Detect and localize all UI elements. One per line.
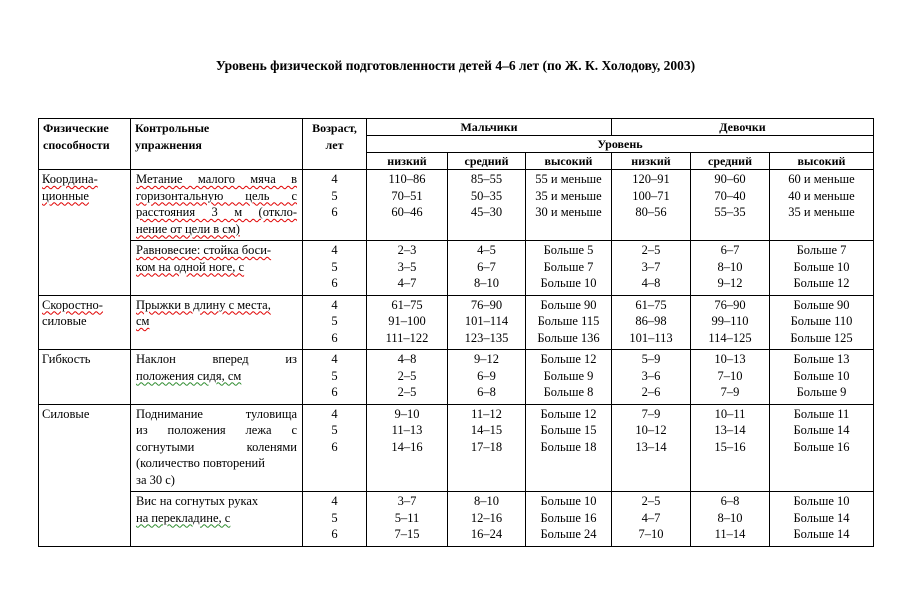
ability-cell	[39, 350, 131, 405]
value-cell	[448, 350, 526, 405]
text-line: 80–56	[635, 205, 667, 219]
age-cell	[303, 170, 367, 241]
text-line: 111–122	[385, 330, 429, 345]
age-cell	[303, 404, 367, 492]
text-line: Больше 13	[793, 352, 850, 366]
text-line: 9–12	[474, 352, 499, 366]
text-line: 5–9	[641, 352, 661, 366]
value-cell	[526, 492, 612, 547]
age-cell	[303, 295, 367, 350]
text-line: Больше 90	[793, 297, 850, 312]
text-line: (количество повторений	[136, 456, 265, 470]
text-line: 55 и меньше	[535, 172, 602, 186]
header-boys: Мальчики	[367, 119, 612, 136]
text-line: 99–110	[711, 314, 749, 328]
header-level-mid-boys: средний	[448, 153, 526, 170]
table-row	[39, 170, 874, 241]
text-line: см	[136, 314, 150, 328]
exercise-cell	[131, 350, 303, 405]
header-level-mid-girls: средний	[691, 153, 770, 170]
value-cell	[526, 170, 612, 241]
text-line: Больше 9	[543, 368, 594, 383]
value-cell	[612, 170, 691, 241]
text-line: за 30 с)	[136, 472, 175, 487]
value-cell	[448, 170, 526, 241]
text-line: 11–13	[391, 423, 423, 437]
value-cell	[770, 170, 874, 241]
text-line: 5	[331, 423, 338, 437]
header-line: Физические	[43, 121, 109, 135]
text-line: Больше 12	[540, 352, 597, 366]
text-line: 5	[331, 188, 338, 203]
exercise-cell	[131, 404, 303, 492]
text-line: 4	[331, 243, 338, 257]
ability-cell	[39, 404, 131, 546]
text-line: 30 и меньше	[535, 205, 602, 219]
text-line: 9–12	[717, 276, 743, 290]
text-line: Больше 14	[793, 423, 850, 437]
text-line: 5	[331, 510, 338, 525]
table-row	[39, 241, 874, 296]
text-line: 101–113	[629, 330, 673, 345]
text-line: 6–9	[477, 368, 496, 383]
text-line: Равновесие: стойка боси-	[136, 243, 272, 257]
text-line: 5	[331, 259, 338, 274]
text-line: 2–6	[641, 385, 661, 399]
text-line: 10–11	[714, 406, 746, 421]
header-line: упражнения	[135, 137, 202, 152]
value-cell	[770, 492, 874, 547]
text-line: 8–10	[474, 494, 499, 508]
text-line: 7–10	[638, 527, 664, 541]
value-cell	[526, 350, 612, 405]
text-line: 3–5	[397, 259, 417, 274]
text-line: 8–10	[474, 276, 499, 290]
text-line: Метание малого мяча в	[136, 172, 297, 186]
value-cell	[612, 295, 691, 350]
header-level-high-girls: высокий	[770, 153, 874, 170]
text-line: 17–18	[470, 439, 503, 454]
text-line: 6–7	[720, 243, 740, 257]
exercise-cell	[131, 170, 303, 241]
text-line: 4	[331, 297, 338, 312]
text-line: Вис на согнутых руках	[136, 494, 259, 508]
text-line: расстояния 3 м (откло-	[136, 205, 297, 219]
text-line: Гибкость	[42, 352, 91, 366]
text-line: силовые	[42, 314, 87, 328]
text-line: 60 и меньше	[788, 172, 855, 186]
text-line: 10–13	[714, 352, 746, 366]
text-line: 45–30	[470, 205, 503, 219]
text-line: 16–24	[470, 527, 503, 541]
text-line: Больше 11	[793, 406, 850, 421]
page-title: Уровень физической подготовленности детей 4–6 лет (по Ж. К. Холодову, 2003)	[215, 58, 696, 73]
header-exercises	[131, 119, 303, 170]
text-line: 5	[331, 368, 338, 383]
header-level: Уровень	[367, 136, 874, 153]
ability-cell	[39, 170, 131, 296]
text-line: 120–91	[632, 172, 670, 186]
text-line: 4–7	[641, 510, 661, 525]
text-line: 6	[331, 527, 338, 541]
text-line: Больше 90	[540, 297, 597, 312]
text-line: 6	[331, 439, 338, 454]
text-line: 76–90	[714, 297, 746, 312]
text-line: 3–7	[397, 494, 417, 508]
header-level-low-boys: низкий	[367, 153, 448, 170]
text-line: 4–5	[477, 243, 496, 257]
text-line: 4–7	[397, 276, 417, 290]
text-line: 9–10	[394, 406, 420, 421]
text-line: 11–12	[471, 406, 502, 421]
text-line: 6–8	[477, 385, 496, 399]
text-line: Больше 10	[793, 494, 850, 508]
header-line: способности	[43, 137, 110, 152]
text-line: 6	[331, 385, 338, 399]
value-cell	[691, 241, 770, 296]
text-line: 61–75	[635, 297, 667, 312]
value-cell	[691, 295, 770, 350]
text-line: Больше 16	[540, 510, 597, 525]
text-line: 4	[331, 406, 338, 421]
header-age	[303, 119, 367, 170]
text-line: 2–3	[397, 243, 417, 257]
table-header	[39, 119, 874, 170]
text-line: Больше 7	[543, 259, 594, 274]
text-line: 123–135	[464, 330, 509, 345]
text-line: 6	[331, 330, 338, 345]
value-cell	[612, 404, 691, 492]
exercise-cell	[131, 492, 303, 547]
text-line: 6	[331, 205, 338, 219]
value-cell	[526, 295, 612, 350]
text-line: 40 и меньше	[788, 188, 855, 203]
text-line: Больше 15	[540, 423, 597, 437]
text-line: 2–5	[397, 385, 417, 399]
text-line: Больше 125	[790, 330, 853, 345]
table-row	[39, 404, 874, 492]
text-line: Наклон вперед из	[136, 352, 297, 366]
text-line: 11–14	[714, 527, 746, 541]
value-cell	[691, 404, 770, 492]
text-line: 114–125	[708, 330, 752, 345]
value-cell	[367, 492, 448, 547]
table-row	[39, 350, 874, 405]
text-line: горизонтальную цель с	[136, 188, 297, 203]
header-level-high-boys: высокий	[526, 153, 612, 170]
text-line: нение от цели в см)	[136, 221, 240, 236]
text-line: 90–60	[714, 172, 746, 186]
age-cell	[303, 241, 367, 296]
text-line: 6–7	[477, 259, 496, 274]
table-body	[39, 170, 874, 547]
text-line: положения сидя, см	[136, 368, 242, 383]
value-cell	[691, 350, 770, 405]
text-line: Больше 115	[537, 314, 600, 328]
header-line: лет	[325, 137, 344, 152]
text-line: 101–114	[464, 314, 509, 328]
value-cell	[448, 241, 526, 296]
header-line: Контрольные	[135, 121, 210, 135]
text-line: 4–8	[397, 352, 417, 366]
text-line: Больше 9	[796, 385, 847, 399]
text-line: 7–10	[717, 368, 743, 383]
text-line: 35 и меньше	[788, 205, 855, 219]
text-line: из положения лежа с	[136, 423, 297, 437]
text-line: 5	[331, 314, 338, 328]
text-line: 110–86	[388, 172, 426, 186]
text-line: 14–15	[470, 423, 503, 437]
text-line: 12–16	[470, 510, 503, 525]
header-girls: Девочки	[612, 119, 874, 136]
text-line: 13–14	[635, 439, 667, 454]
header-ability	[39, 119, 131, 170]
value-cell	[448, 492, 526, 547]
text-line: 3–6	[641, 368, 661, 383]
text-line: Больше 12	[793, 276, 850, 290]
text-line: 14–16	[391, 439, 423, 454]
text-line: 7–9	[641, 406, 661, 421]
value-cell	[448, 295, 526, 350]
text-line: 76–90	[470, 297, 503, 312]
text-line: 15–16	[714, 439, 746, 454]
text-line: 4	[331, 494, 338, 508]
text-line: 8–10	[717, 510, 743, 525]
value-cell	[367, 295, 448, 350]
text-line: Больше 14	[793, 527, 850, 541]
value-cell	[770, 295, 874, 350]
value-cell	[367, 404, 448, 492]
text-line: 61–75	[391, 297, 423, 312]
text-line: Больше 7	[796, 243, 847, 257]
text-line: Скоростно-	[42, 297, 103, 312]
text-line: 2–5	[641, 494, 661, 508]
exercise-cell	[131, 241, 303, 296]
text-line: 6–8	[720, 494, 740, 508]
age-cell	[303, 492, 367, 547]
text-line: 7–15	[394, 527, 420, 541]
value-cell	[691, 170, 770, 241]
value-cell	[612, 492, 691, 547]
text-line: 2–5	[397, 368, 417, 383]
text-line: 70–51	[391, 188, 423, 203]
text-line: 6	[331, 276, 338, 290]
text-line: 100–71	[632, 188, 670, 203]
text-line: 4	[331, 352, 338, 366]
header-row-1	[39, 119, 874, 136]
text-line: 10–12	[635, 423, 667, 437]
header-line: Возраст,	[312, 121, 357, 135]
text-line: ком на одной ноге, с	[136, 259, 245, 274]
value-cell	[612, 241, 691, 296]
text-line: 7–9	[720, 385, 740, 399]
text-line: Больше 8	[543, 385, 594, 399]
value-cell	[526, 241, 612, 296]
exercise-cell	[131, 295, 303, 350]
text-line: Больше 12	[540, 406, 597, 421]
text-line: согнутыми коленями	[136, 439, 297, 454]
value-cell	[448, 404, 526, 492]
text-line: 3–7	[641, 259, 661, 274]
text-line: Больше 110	[790, 314, 853, 328]
text-line: на перекладине, с	[136, 510, 231, 525]
text-line: Больше 18	[540, 439, 597, 454]
table-row	[39, 295, 874, 350]
text-line: Прыжки в длину с места,	[136, 297, 271, 312]
value-cell	[367, 170, 448, 241]
value-cell	[770, 241, 874, 296]
text-line: 55–35	[714, 205, 746, 219]
fitness-table	[38, 118, 874, 547]
value-cell	[770, 404, 874, 492]
ability-cell	[39, 295, 131, 350]
text-line: ционные	[42, 188, 89, 203]
text-line: Больше 10	[540, 276, 597, 290]
text-line: Больше 136	[537, 330, 600, 345]
text-line: 70–40	[714, 188, 746, 203]
text-line: Больше 5	[543, 243, 594, 257]
text-line: 86–98	[635, 314, 667, 328]
value-cell	[526, 404, 612, 492]
text-line: 60–46	[391, 205, 423, 219]
text-line: 8–10	[717, 259, 743, 274]
text-line: 50–35	[470, 188, 503, 203]
text-line: 85–55	[470, 172, 503, 186]
text-line: 4–8	[641, 276, 661, 290]
value-cell	[691, 492, 770, 547]
text-line: 35 и меньше	[535, 188, 602, 203]
text-line: 5–11	[394, 510, 420, 525]
value-cell	[770, 350, 874, 405]
text-line: Больше 24	[540, 527, 597, 541]
age-cell	[303, 350, 367, 405]
text-line: 91–100	[388, 314, 426, 328]
text-line: Больше 16	[793, 439, 850, 454]
text-line: Поднимание туловища	[136, 406, 297, 421]
text-line: Больше 14	[793, 510, 850, 525]
value-cell	[612, 350, 691, 405]
text-line: 2–5	[641, 243, 661, 257]
text-line: Силовые	[42, 406, 90, 421]
table-row	[39, 492, 874, 547]
value-cell	[367, 241, 448, 296]
text-line: 4	[331, 172, 338, 186]
value-cell	[367, 350, 448, 405]
text-line: Больше 10	[793, 368, 850, 383]
text-line: Больше 10	[793, 259, 850, 274]
text-line: 13–14	[714, 423, 746, 437]
header-level-low-girls: низкий	[612, 153, 691, 170]
text-line: Больше 10	[540, 494, 597, 508]
text-line: Координа-	[42, 172, 98, 186]
